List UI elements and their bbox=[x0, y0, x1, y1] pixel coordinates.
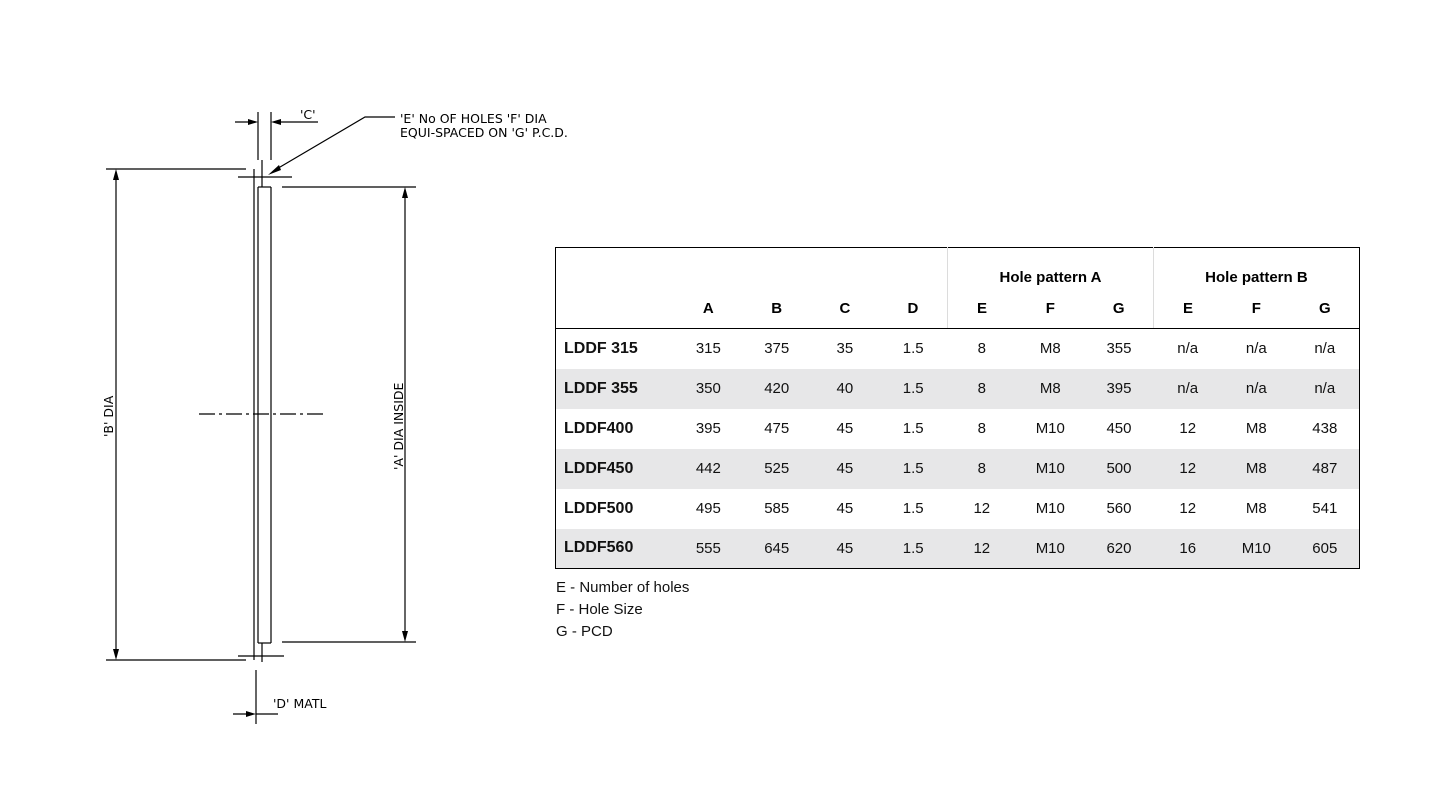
cell-g-b: 541 bbox=[1312, 500, 1338, 517]
hole-note-arrowhead bbox=[268, 165, 281, 175]
col-header-d: D bbox=[879, 289, 948, 329]
header-empty bbox=[556, 248, 948, 290]
a-arrowhead-bottom bbox=[402, 631, 408, 642]
model-cell: LDDF450 bbox=[564, 459, 634, 477]
header-model bbox=[556, 289, 675, 329]
cell-f-b: M8 bbox=[1245, 420, 1267, 437]
hole-note-line-1: 'E' No OF HOLES 'F' DIA bbox=[400, 111, 547, 126]
cell-c: 40 bbox=[836, 380, 854, 397]
cell-g-b: 438 bbox=[1312, 420, 1338, 437]
group-hole-pattern-a: Hole pattern A bbox=[948, 248, 1154, 290]
cell-f-a: M10 bbox=[1035, 420, 1065, 437]
cell-f-a: M10 bbox=[1035, 500, 1065, 517]
cell-a: 495 bbox=[695, 500, 721, 517]
a-arrowhead-top bbox=[402, 187, 408, 198]
col-header-e-a: E bbox=[948, 289, 1016, 329]
cell-b: 375 bbox=[764, 340, 790, 358]
col-header-c: C bbox=[811, 289, 879, 329]
c-arrowhead-left bbox=[248, 119, 258, 125]
label-d: 'D' MATL bbox=[273, 696, 327, 711]
table-column-header bbox=[556, 289, 1360, 329]
cell-c: 45 bbox=[836, 420, 854, 437]
model-cell: LDDF 315 bbox=[564, 339, 638, 357]
cell-e-a: 8 bbox=[977, 340, 986, 358]
cell-g-b: 487 bbox=[1312, 460, 1338, 477]
table-group-header bbox=[556, 248, 1360, 290]
label-b: 'B' DIA bbox=[101, 395, 116, 437]
cell-f-b: M8 bbox=[1245, 460, 1267, 477]
model-cell: LDDF 355 bbox=[564, 379, 638, 397]
cell-f-a: M8 bbox=[1039, 380, 1061, 397]
table-row bbox=[556, 329, 1360, 369]
table-row bbox=[556, 409, 1360, 449]
cell-f-b: n/a bbox=[1245, 380, 1267, 397]
cell-d: 1.5 bbox=[902, 420, 924, 437]
table-row bbox=[556, 489, 1360, 529]
d-arrowhead bbox=[246, 711, 256, 717]
cell-f-a: M8 bbox=[1039, 340, 1061, 358]
cell-g-a: 500 bbox=[1106, 460, 1132, 477]
legend-notes bbox=[556, 577, 689, 643]
b-arrowhead-top bbox=[113, 169, 119, 180]
cell-b: 475 bbox=[764, 420, 790, 437]
cell-c: 45 bbox=[836, 460, 854, 477]
group-hole-pattern-b: Hole pattern B bbox=[1153, 248, 1359, 290]
cell-f-a: M10 bbox=[1035, 460, 1065, 477]
col-header-g-b: G bbox=[1291, 289, 1360, 329]
cell-b: 420 bbox=[764, 380, 790, 397]
model-cell: LDDF400 bbox=[564, 419, 634, 437]
model-cell: LDDF500 bbox=[564, 499, 634, 517]
cell-g-b: n/a bbox=[1314, 380, 1336, 397]
cell-a: 315 bbox=[695, 340, 721, 358]
cell-b: 645 bbox=[764, 539, 790, 557]
table-row bbox=[556, 369, 1360, 409]
cell-d: 1.5 bbox=[902, 539, 924, 557]
model-cell: LDDF560 bbox=[564, 539, 634, 557]
cell-e-a: 8 bbox=[977, 380, 986, 397]
b-arrowhead-bottom bbox=[113, 649, 119, 660]
table-row bbox=[556, 449, 1360, 489]
cell-g-b: n/a bbox=[1314, 340, 1336, 358]
cell-e-b: 12 bbox=[1179, 460, 1197, 477]
c-arrowhead-right bbox=[271, 119, 281, 125]
cell-e-b: 16 bbox=[1179, 539, 1197, 557]
cell-a: 442 bbox=[695, 460, 721, 477]
col-header-f-b: F bbox=[1222, 289, 1291, 329]
cell-g-a: 620 bbox=[1106, 539, 1132, 557]
col-header-f-a: F bbox=[1016, 289, 1085, 329]
cell-e-b: n/a bbox=[1177, 340, 1199, 358]
hole-note-leader bbox=[275, 117, 395, 170]
label-a: 'A' DIA INSIDE bbox=[391, 382, 406, 470]
cell-c: 45 bbox=[836, 539, 854, 557]
legend-f: F - Hole Size bbox=[556, 601, 643, 618]
col-header-b: B bbox=[743, 289, 811, 329]
cell-b: 525 bbox=[764, 460, 790, 477]
cell-g-a: 395 bbox=[1106, 380, 1132, 397]
cell-e-a: 12 bbox=[973, 539, 991, 557]
cell-g-a: 355 bbox=[1106, 340, 1132, 358]
legend-e: E - Number of holes bbox=[556, 579, 690, 596]
cell-g-a: 450 bbox=[1106, 420, 1132, 437]
cell-e-a: 12 bbox=[973, 500, 991, 517]
cell-a: 350 bbox=[695, 380, 721, 397]
cell-a: 555 bbox=[695, 539, 721, 557]
hole-note-line-2: EQUI-SPACED ON 'G' P.C.D. bbox=[400, 125, 568, 140]
col-header-a: A bbox=[674, 289, 742, 329]
cell-f-a: M10 bbox=[1035, 539, 1065, 557]
legend-g: G - PCD bbox=[556, 623, 613, 640]
cell-e-b: 12 bbox=[1179, 500, 1197, 517]
cell-g-a: 560 bbox=[1106, 500, 1132, 517]
cell-e-b: 12 bbox=[1179, 420, 1197, 437]
cell-f-b: M8 bbox=[1245, 500, 1267, 517]
table-row bbox=[556, 529, 1360, 569]
col-header-g-a: G bbox=[1085, 289, 1154, 329]
cell-c: 45 bbox=[836, 500, 854, 517]
spec-table bbox=[555, 247, 1360, 569]
cell-f-b: M10 bbox=[1241, 539, 1271, 557]
cell-b: 585 bbox=[764, 500, 790, 517]
cell-a: 395 bbox=[695, 420, 721, 437]
cell-d: 1.5 bbox=[902, 500, 924, 517]
cell-d: 1.5 bbox=[902, 340, 924, 358]
cell-e-a: 8 bbox=[977, 420, 986, 437]
cell-d: 1.5 bbox=[902, 460, 924, 477]
cell-e-a: 8 bbox=[977, 460, 986, 477]
label-c: 'C' bbox=[300, 107, 316, 122]
col-header-e-b: E bbox=[1153, 289, 1222, 329]
cell-f-b: n/a bbox=[1245, 340, 1267, 358]
cell-d: 1.5 bbox=[902, 380, 924, 397]
cell-g-b: 605 bbox=[1312, 539, 1338, 557]
cell-c: 35 bbox=[836, 340, 854, 358]
cell-e-b: n/a bbox=[1177, 380, 1199, 397]
